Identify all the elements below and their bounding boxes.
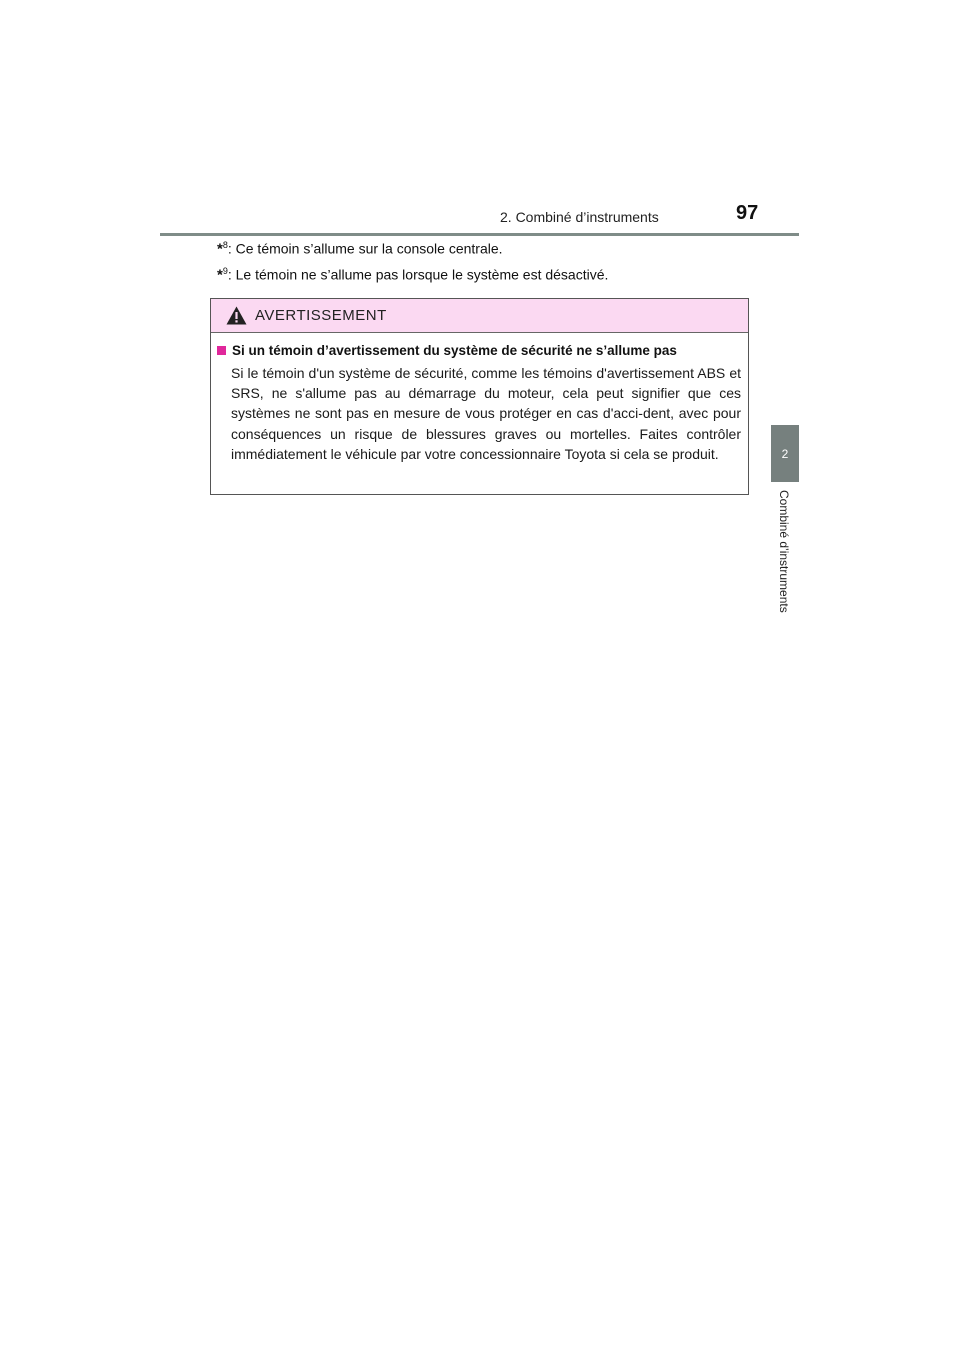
warning-body: Si le témoin d'un système de sécurité, comme les témoins d'avertissement ABS et SRS, ne s'allume pas au démarrage du moteur, cela peut signifier que ces systèmes ne sont pas en mesure de vous protéger en cas d'acci-dent, avec pour conséquences un risque de blessures graves ou mortelles. Faites contrôler immédiatement le véhicule par votre concessionnaire Toyota si cela se produit. [231, 365, 741, 462]
warning-triangle-icon [226, 306, 247, 325]
header-rule [160, 233, 799, 236]
chapter-tab[interactable] [771, 425, 799, 482]
chapter-label: Combiné d’instruments [777, 490, 791, 613]
page-number: 97 [736, 202, 759, 224]
footnote-star: * [217, 240, 223, 258]
warning-box [210, 298, 749, 495]
footnote-9 [217, 266, 608, 284]
warning-heading-text: Si un témoin d’avertissement du système de sécurité ne s’allume pas [232, 343, 677, 358]
footnote-number: 8 [222, 240, 228, 250]
chapter-number: 2 [781, 446, 789, 461]
footnote-text: : Ce témoin s’allume sur la console centrale. [227, 240, 503, 257]
warning-title: AVERTISSEMENT [255, 307, 387, 324]
warning-header [211, 299, 748, 333]
footnote-8 [217, 240, 503, 258]
header-section-title: 2. Combiné d’instruments [500, 209, 659, 225]
warning-heading [217, 343, 677, 358]
bullet-square-icon [217, 346, 226, 355]
footnote-number: 9 [222, 266, 228, 276]
footnote-text: : Le témoin ne s’allume pas lorsque le système est désactivé. [227, 266, 609, 283]
footnote-star: * [217, 266, 223, 284]
